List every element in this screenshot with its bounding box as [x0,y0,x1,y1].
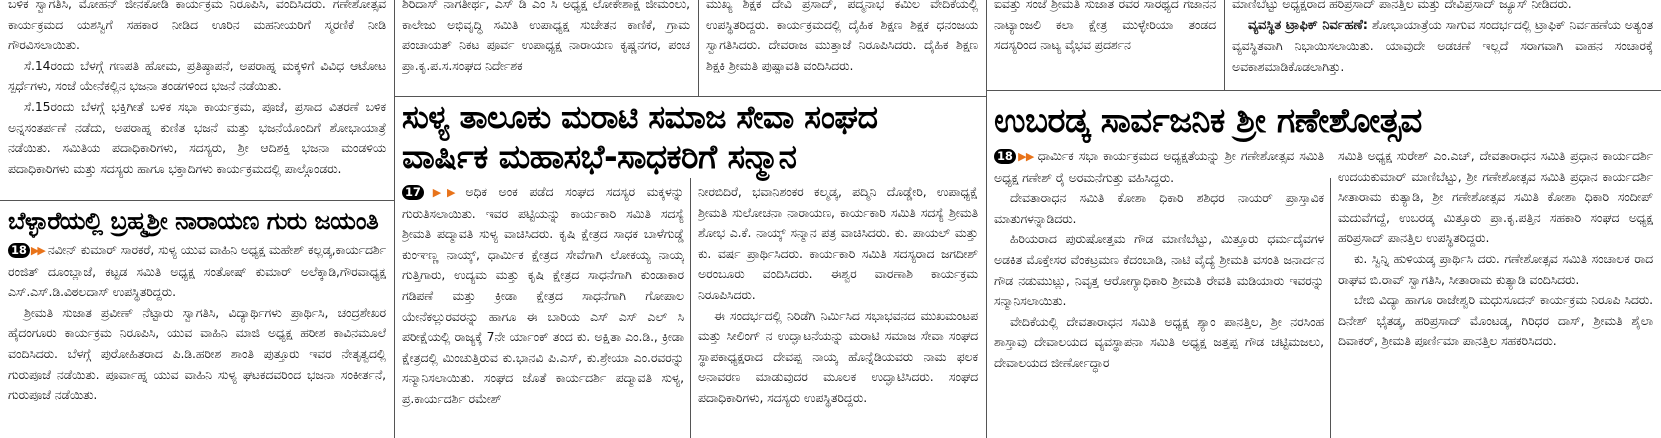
paragraph: ಬೇಬಿ ವಿದ್ಯಾ ಹಾಗೂ ರಾಜೇಶ್ವರಿ ಮಧುಸೂದನ್ ಕಾರ್ಯಕ್ರಮ ನಿರೂಪಿ ಸಿದರು. ದಿನೇಶ್ ಭೈತಡ್ಕ, ಹರಿಪ್ರಸಾದ್ ಮೊಂಟಡ್ಕ, ಗಿರಿಧರ ದಾಸ್, ಶ್ರೀಮತಿ ಶೈಲಾ ದಿವಾಕರ್, ಶ್ರೀಮತಿ ಪೂರ್ಣಿಮಾ ಪಾನತ್ತಿಲ ಸಹಕರಿಸಿದರು. [1338,292,1653,349]
headline-maratha-line2: ವಾರ್ಷಿಕ ಮಹಾಸಭೆ-ಸಾಧಕರಿಗೆ ಸನ್ಮಾನ [402,137,797,176]
column-rule [394,0,395,438]
headline-maratha-line1: ಸುಳ್ಯ ತಾಲೂಕು ಮರಾಟಿ ಸಮಾಜ ಸೇವಾ ಸಂಘದ [402,100,878,136]
lead-text: ಧಾರ್ಮಿಕ ಸಭಾ ಕಾರ್ಯಕ್ರಮದ ಅಧ್ಯಕ್ಷತೆಯನ್ನು ಶ್ರೀ ಗಣೇಶೋತ್ಸವ ಸಮಿತಿ ಅಧ್ಯಕ್ಷ ಗಣೇಶ್ ರೈ ಅರಮನೆಗುತ್ತು ವಹಿಸಿದ್ದರು. [994,148,1324,185]
paragraph: ಬಳಿಕ ಸ್ವಾಗತಿಸಿ, ಮೋಹನ್ ಜೀನಕೋಡಿ ಕಾರ್ಯಕ್ರಮ ನಿರೂಪಿಸಿ, ವಂದಿಸಿದರು. ಗಣೇಶೋತ್ಸವ ಕಾರ್ಯಕ್ರಮದ ಯಶಸ್ವಿಗೆ ಸಹಕಾರ ನೀಡಿದ ಊರಿನ ಮಹನೀಯರಿಗೆ ಸ್ಮರಣಿಕೆ ನೀಡಿ ಗೌರವಿಸಲಾಯಿತು. [8,0,386,53]
column-rule [986,0,987,438]
headline-ubaradka: ಉಬರಡ್ಕ ಸಾರ್ವಜನಿಕ ಶ್ರೀ ಗಣೇಶೋತ್ಸವ [994,101,1422,141]
paragraph: ಈ ಸಂದರ್ಭದಲ್ಲಿ ನಿರಿಡೆಗಿ ನಿರ್ಮಿಸಿದ ಸಭಾಭವನದ ಮುಖಮಂಟಪ ಮತ್ತು ಸೀಲಿಂಗ್ ನ ಉದ್ಘಾಟನೆಯನ್ನು ಮರಾಟಿ ಸಮಾಜ ಸೇವಾ ಸಂಘದ ಸ್ಥಾಪಕಾಧ್ಯಕ್ಷರಾದ ದೇವಪ್ಪ ನಾಯ್ಕ ಹೊನ್ನೆಡಿಯವರು ನಾಮ ಫಲಕ ಅನಾವರಣ ಮಾಡುವುದರ ಮೂಲಕ ಉದ್ಘಾಟಿಸಿದರು. ಸಂಘದ ಪದಾಧಿಕಾರಿಗಳು, ಸದಸ್ಯರು ಉಪಸ್ಥಿತರಿದ್ದರು. [698,307,978,405]
paragraph [8,240,386,303]
paragraph: ಶ್ರೀಮತಿ ಸುಜಾತ ಪ್ರವೀಣ್ ನೆಟ್ಟಾರು ಸ್ವಾಗತಿಸಿ, ವಿದ್ಯಾರ್ಥಿಗಳು ಪ್ರಾರ್ಥಿಸಿ, ಚಂದ್ರಶೇಖರ ಹೈದಂಗೂರು ಕಾರ್ಯಕ್ರಮ ನಿರೂಪಿಸಿ, ಯುವ ವಾಹಿನಿ ಮಾಜಿ ಅಧ್ಯಕ್ಷ ಹರೀಶ ಕಾವಿನಮೂಲೆ ವಂದಿಸಿದರು. ಬೆಳಗ್ಗೆ ಪುರೋಹಿತರಾದ ಪಿ.ಡಿ.ಹರೀಶ ಶಾಂತಿ ಪುತ್ತೂರು ಇವರ ನೇತೃತ್ವದಲ್ಲಿ ಗುರುಪೂಜೆ ನಡೆಯಿತು. ಪೂರ್ವಾಹ್ನ ಯುವ ವಾಹಿನಿ ಸುಳ್ಯ ಘಟಕದವರಿಂದ ಭಜನಾ ಸಂಕೀರ್ತನೆ, ಗುರುಪೂಜೆ ನಡೆಯಿತು. [8,304,386,403]
date-badge: 18 [994,149,1016,164]
article-ubaradka-col-a [994,146,1324,438]
article-belluru [8,240,386,438]
article-column-4-top [994,0,1216,88]
article-ubaradka-col-b [1338,146,1653,438]
section-rule [0,200,394,201]
column-rule [698,0,699,96]
paragraph: ದೇವತಾರಾಧನ ಸಮಿತಿ ಕೋಶಾ ಧಿಕಾರಿ ಶಶಿಧರ ನಾಯರ್ ಪ್ರಾಸ್ತಾವಿಕ ಮಾತುಗಳನ್ನಾಡಿದರು. [994,190,1324,226]
article-column-1-top [8,0,386,194]
article-column-3-top [706,0,978,94]
body-text: ಶೋಭಾಯಾತ್ರೆಯ ಸಾಗುವ ಸಂದರ್ಭದಲ್ಲಿ ಟ್ರಾಫಿಕ್ ನಿರ್ವಹಣೆಯ ಅತ್ಯಂತ ವ್ಯವಸ್ಥಿತವಾಗಿ ನಿಭಾಯಿಸಲಾಯಿತು. ಯಾವುದೇ ಅಡಚಣೆ ಇಲ್ಲದೆ ಸರಾಗವಾಗಿ ವಾಹನ ಸಂಚಾರಕ್ಕೆ ಅವಕಾಶಮಾಡಿಕೊಡಲಾಗಿತ್ತು. [1232,16,1653,74]
article-maratha-col-a [402,182,684,438]
paragraph: ಕು. ಸ್ವಿನ್ನಿ ಹುಳಿಯಡ್ಕ ಪ್ರಾರ್ಥಿಸಿ ದರು. ಗಣೇಶೋತ್ಸವ ಸಮಿತಿ ಸಂಚಾಲಕ ರಾದ ರಾಘವ ಬಿ.ರಾವ್ ಸ್ವಾಗತಿಸಿ, ಸೀತಾರಾಮ ಕುತ್ಯಾಡಿ ವಂದಿಸಿದರು. [1338,250,1653,287]
paragraph: ಮುಖ್ಯ ಶಿಕ್ಷಕ ದೇವಿ ಪ್ರಸಾದ್, ಪದ್ಮನಾಭ ಕಮಿಲ ವೇದಿಕೆಯಲ್ಲಿ ಉಪಸ್ಥಿತರಿದ್ದರು. ಕಾರ್ಯಕ್ರಮದಲ್ಲಿ ದೈಹಿಕ ಶಿಕ್ಷಣ ಶಿಕ್ಷಕ ಧನಂಜಯ ಸ್ವಾಗತಿಸಿದರು. ದೇವರಾಜ ಮುತ್ತಾಜೆ ನಿರೂಪಿಸಿದರು. ದೈಹಿಕ ಶಿಕ್ಷಣ ಶಿಕ್ಷಕಿ ಶ್ರೀಮತಿ ಪುಷ್ಪಾವತಿ ವಂದಿಸಿದರು. [706,0,978,73]
arrow-icon: ▶▶ [1016,150,1034,163]
subheading: ವ್ಯವಸ್ಥಿತ ಟ್ರಾಫಿಕ್ ನಿರ್ವಹಣೆ: [1248,17,1368,33]
section-rule [986,90,1661,91]
article-maratha-col-b [698,182,978,438]
paragraph: ಹಿರಿಯರಾದ ಪುರುಷೋತ್ತಮ ಗೌಡ ಮಾಣಿಬೆಟ್ಟು, ಮಿತ್ತೂರು ಧರ್ಮದೈವಗಳ ಅಡಕಿತ ಮೊಕ್ತೇಸರ ವೆಂಕಟ್ರಮಣ ಕೆದಂಬಾಡಿ, ನಾಟಿ ವೈದ್ಯೆ ಶ್ರೀಮತಿ ವಸಂತಿ ಜನಾರ್ದನ ಗೌಡ ನಡುಮುಟ್ಲು, ನಿವೃತ್ತ ಆರೋಗ್ಯಾಧಿಕಾರಿ ಶ್ರೀಮತಿ ರೇವತಿ ಮಡಿಯಾರು ಇವರನ್ನು ಸನ್ಮಾನಿಸಲಾಯಿತು. [994,231,1324,309]
paragraph [1232,15,1653,78]
paragraph: ಐವತ್ತು ಸಂಜೆ ಶ್ರೀಮತಿ ಸುಜಾತ ರವರ ಸಾರಥ್ಯದ ಗಜಾನನ ನಾಟ್ಯಾಂಜಲಿ ಕಲಾ ಕ್ಷೇತ್ರ ಮುಳ್ಳೇರಿಯಾ ತಂಡದ ಸದಸ್ಯರಿಂದ ನಾಟ್ಯ ವೈಭವ ಪ್ರದರ್ಶನ [994,0,1216,53]
lead-text: ನವೀನ್ ಕುಮಾರ್ ಸಾರಕರೆ, ಸುಳ್ಯ ಯುವ ವಾಹಿನಿ ಅಧ್ಯಕ್ಷ ಮಹೇಶ್ ಕಲ್ಲಡ್ಕ,ಕಾರ್ಯದರ್ಶಿ ರಂಜಿತ್ ದೂಂಬ್ಲಾಜೆ, ಕಟ್ಟಡ ಸಮಿತಿ ಅಧ್ಯಕ್ಷ ಸಂತೋಷ್ ಕುಮಾರ್ ಅಲೆಕ್ಕಾಡಿ,ಗೌರವಾಧ್ಯಕ್ಷ ಎಸ್.ಎಸ್.ಡಿ.ವಿಠಲದಾಸ್ ಉಪಸ್ಥಿತರಿದ್ದರು. [8,242,386,300]
body-text: ಅಧಿಕ ಅಂಕ ಪಡೆದ ಸಂಘದ ಸದಸ್ಯರ ಮಕ್ಕಳನ್ನು ಗುರುತಿಸಲಾಯಿತು. ಇವರ ಪಟ್ಟಿಯನ್ನು ಕಾರ್ಯಕಾರಿ ಸಮಿತಿ ಸದಸ್ಯೆ ಶ್ರೀಮತಿ ಪದ್ಮಾವತಿ ಸುಳ್ಯ ವಾಚಿಸಿದರು. ಕೃಷಿ ಕ್ಷೇತ್ರದ ಸಾಧಕ ಬಾಳೆಗುಡ್ಡೆ ಕುಂಞಣ್ಣ ನಾಯ್ಕ್, ಧಾರ್ಮಿಕ ಕ್ಷೇತ್ರದ ಸೇವೆಗಾಗಿ ಲೋಕಯ್ಯ ನಾಯ್ಕ ಗುತ್ತಿಗಾರು, ಉದ್ಯಮ ಮತ್ತು ಕೃಷಿ ಕ್ಷೇತ್ರದ ಸಾಧನೆಗಾಗಿ ಕುಂಡಾಕಾರ ಗಡಿಪಣೆ ಮತ್ತು ಕ್ರೀಡಾ ಕ್ಷೇತ್ರದ ಸಾಧನೆಗಾಗಿ ಗೋಪಾಲ ಯೇನೆಕಲ್ಲುರವರನ್ನು ಹಾಗೂ ಈ ಬಾರಿಯ ಎಸ್ ಎಸ್ ಎಲ್ ಸಿ ಪರೀಕ್ಷೆಯಲ್ಲಿ ರಾಜ್ಯಕ್ಕೆ 7ನೇ ರ್ಯಾಂಕ್ ತಂದ ಕು. ಅಕ್ಷಿತಾ ಎಂ.ಡಿ., ಕ್ರೀಡಾ ಕ್ಷೇತ್ರದಲ್ಲಿ ಮಿಂಚುತ್ತಿರುವ ಕು.ಭಾನವಿ ಪಿ.ಎಸ್, ಕು.ಶ್ರೇಯಾ ಎಂ.ರವರನ್ನು ಸನ್ಮಾನಿಸಲಾಯಿತು. ಸಂಘದ ಜೊತೆ ಕಾರ್ಯದರ್ಶಿ ಪದ್ಮಾವತಿ ಸುಳ್ಯ, ಪ್ರ.ಕಾರ್ಯದರ್ಶಿ ರಮೇಶ್ [402,184,684,406]
paragraph: ಮಾಣಿಬೆಟ್ಟು ಅಧ್ಯಕ್ಷರಾದ ಹರಿಪ್ರಸಾದ್ ಪಾನತ್ತಿಲ ಮತ್ತು ದೇವಿಪ್ರಸಾದ್ ಜ್ಯೂಸ್ ನೀಡಿದರು. [1232,0,1572,11]
arrow-icon: ▶▶ [30,244,44,257]
article-column-5-top [1232,0,1653,88]
paragraph: ಸೆ.14ರಂದು ಬೆಳಗ್ಗೆ ಗಣಪತಿ ಹೋಮ, ಪ್ರತಿಷ್ಠಾಪನೆ, ಅಪರಾಹ್ನ ಮಕ್ಕಳಿಗೆ ವಿವಿಧ ಆಟೋಟ ಸ್ಪರ್ಧೆಗಳು, ಸಂಜೆ ಯೇನೆಕಲ್ಲಿನ ಭಜನಾ ತಂಡಗಳಿಂದ ಭಜನೆ ನಡೆಯಿತು. [8,57,386,94]
paragraph [994,146,1324,188]
date-badge: 18 [8,243,30,258]
paragraph: ನೀರಬಿದಿರೆ, ಭವಾನಿಶಂಕರ ಕಲ್ಮಡ್ಕ, ಪದ್ಮಿನಿ ದೊಡ್ಡೇರಿ, ಉಪಾಧ್ಯಕ್ಷೆ ಶ್ರೀಮತಿ ಸುಲೋಚನಾ ನಾರಾಯಣ, ಕಾರ್ಯಕಾರಿ ಸಮಿತಿ ಸದಸ್ಯೆ ಶ್ರೀಮತಿ ಶೋಭ ಎ.ಕೆ. ನಾಯ್ಕ್ ಸನ್ಮಾನ ಪತ್ರ ವಾಚಿಸಿದರು. ಕು. ಪಾಯಲ್ ಮತ್ತು ಕು. ವರ್ಷ ಪ್ರಾರ್ಥಿಸಿದರು. ಕಾರ್ಯಕಾರಿ ಸಮಿತಿ ಸದಸ್ಯರಾದ ಜಗದೀಶ್ ಅರಂಬೂರು ವಂದಿಸಿದರು. ಈಶ್ವರ ವಾರಣಾಶಿ ಕಾರ್ಯಕ್ರಮ ನಿರೂಪಿಸಿದರು. [698,184,978,302]
column-rule [690,178,691,438]
column-rule [1330,178,1331,438]
headline-belluru: ಬೆಳ್ಳಾರೆಯಲ್ಲಿ ಬ್ರಹ್ಮಶ್ರೀ ನಾರಾಯಣ ಗುರು ಜಯಂತಿ [8,207,379,235]
paragraph: ಸೆ.15ರಂದು ಬೆಳಗ್ಗೆ ಭಕ್ತಿಗೀತೆ ಬಳಿಕ ಸಭಾ ಕಾರ್ಯಕ್ರಮ, ಪೂಜೆ, ಪ್ರಸಾದ ವಿತರಣೆ ಬಳಿಕ ಅನ್ನಸಂತರ್ಪಣೆ ನಡೆದು, ಅಪರಾಹ್ನ ಕುಣಿತ ಭಜನೆ ಮತ್ತು ಭಜನೆಯೊಂದಿಗೆ ಶೋಭಾಯಾತ್ರೆ ನಡೆಯಿತು. ಸಮಿತಿಯ ಪದಾಧಿಕಾರಿಗಳು, ಸದಸ್ಯರು, ಶ್ರೀ ಆದಿಶಕ್ತಿ ಭಜನಾ ಮಂಡಳಿಯ ಪದಾಧಿಕಾರಿಗಳು ಮತ್ತು ಸದಸ್ಯರು ಹಾಗೂ ಭಕ್ತಾದಿಗಳು ಕಾರ್ಯಕ್ರಮದಲ್ಲಿ ಪಾಲ್ಗೊಂಡರು. [8,98,386,176]
column-rule [1224,0,1225,90]
paragraph: ವೇದಿಕೆಯಲ್ಲಿ ದೇವತಾರಾಧನ ಸಮಿತಿ ಅಧ್ಯಕ್ಷ ಶ್ಯಾಂ ಪಾನತ್ತಿಲ, ಶ್ರೀ ನರಸಿಂಹ ಶಾಸ್ತಾವು ದೇವಾಲಯದ ವ್ಯವಸ್ಥಾಪನಾ ಸಮಿತಿ ಅಧ್ಯಕ್ಷ ಜತ್ತಪ್ಪ ಗೌಡ ಚಟ್ಟಿಮಜಲು, ದೇವಾಲಯದ ಜೀರ್ಣೋದ್ಧಾರ [994,313,1324,370]
arrow-icon: ▶▶ [424,186,462,199]
paragraph [402,182,684,410]
date-badge: 17 [402,185,424,200]
paragraph: ಸಮಿತಿ ಅಧ್ಯಕ್ಷ ಸುರೇಶ್ ಎಂ.ಎಚ್, ದೇವತಾರಾಧನ ಸಮಿತಿ ಪ್ರಧಾನ ಕಾರ್ಯದರ್ಶಿ ಉದಯಕುಮಾರ್ ಮಾಣಿಬೆಟ್ಟು, ಶ್ರೀ ಗಣೇಶೋತ್ಸವ ಸಮಿತಿ ಪ್ರಧಾನ ಕಾರ್ಯದರ್ಶಿ ಸೀತಾರಾಮ ಕುತ್ಯಾಡಿ, ಶ್ರೀ ಗಣೇಶೋತ್ಸವ ಸಮಿತಿ ಕೋಶಾ ಧಿಕಾರಿ ಸಂದೀಪ್ ಮದುವೆಗದ್ದೆ, ಉಬರಡ್ಕ ಮಿತ್ತೂರು ಪ್ರಾ.ಕೃ.ಪತ್ತಿನ ಸಹಕಾರಿ ಸಂಘದ ಅಧ್ಯಕ್ಷ ಹರಿಪ್ರಸಾದ್ ಪಾನತ್ತಿಲ ಉಪಸ್ಥಿತರಿದ್ದರು. [1338,148,1653,246]
paragraph: ಶಿರಿದಾಸ್ ನಾಗತೀರ್ಥ, ಎಸ್ ಡಿ ಎಂ ಸಿ ಅಧ್ಯಕ್ಷ ಲೋಕೇಶಾಕ್ಷ ಜೀಮಂಲು, ಕಾಲೇಜು ಅಭಿವೃದ್ಧಿ ಸಮಿತಿ ಉಪಾಧ್ಯಕ್ಷ ಸುಚೇತನ ಕಾಣಿಕೆ, ಗ್ರಾಮ ಪಂಚಾಯತ್ ನಿಕಟ ಪೂರ್ವ ಉಪಾಧ್ಯಕ್ಷ ನಾರಾಯಣ ಕೃಷ್ಣನಗರ, ಪಂಚ ಪ್ರಾ.ಕೃ.ಪ.ಸ.ಸಂಘದ ನಿರ್ದೇಶಕ [402,0,690,73]
section-rule [394,96,986,97]
article-column-2-top [402,0,690,94]
